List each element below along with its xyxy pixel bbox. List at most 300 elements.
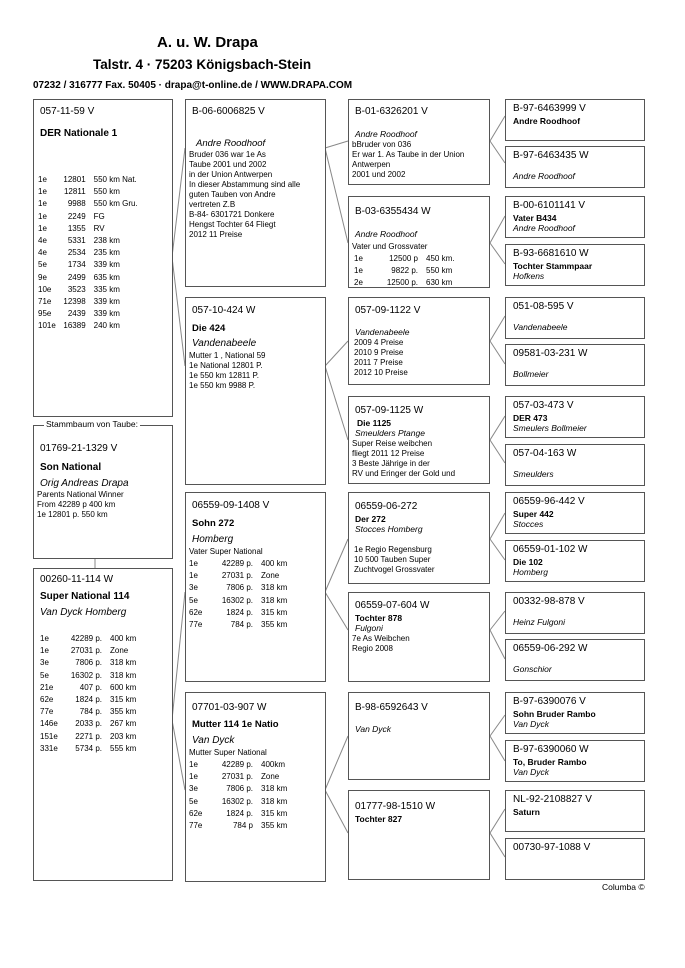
result-cell: 3e xyxy=(189,583,198,593)
breeder-box-ring: 01769-21-1329 V xyxy=(40,443,118,454)
col4-name: Die 102 xyxy=(513,557,543,567)
col3-b1-lines xyxy=(352,140,464,180)
text-line: 2001 und 2002 xyxy=(352,170,406,179)
result-cell: 1734 xyxy=(67,260,86,270)
result-cell: 1e xyxy=(40,646,49,656)
result-cell: 267 km xyxy=(110,719,137,729)
col2-b2-name: Die 424 xyxy=(192,323,226,334)
dam-main-breeder: Van Dyck Homberg xyxy=(40,607,127,618)
result-row xyxy=(40,695,160,705)
result-cell: 9988 xyxy=(67,199,86,209)
text-line: Antwerpen xyxy=(352,160,391,169)
result-cell: 1e xyxy=(38,199,47,209)
col3-box-5 xyxy=(348,492,490,584)
col4-ring: NL-92-2108827 V xyxy=(513,794,592,805)
result-cell: 1e xyxy=(38,175,47,184)
col2-b4-ring: 07701-03-907 W xyxy=(192,702,267,713)
subject-box xyxy=(33,99,173,417)
result-row xyxy=(38,321,170,331)
result-cell: Zone xyxy=(261,571,280,581)
text-line: In dieser Abstammung sind alle xyxy=(189,180,301,189)
col4-ring: 06559-06-292 W xyxy=(513,643,588,654)
result-cell: 355 km xyxy=(261,821,288,831)
col3-b6-ring: 06559-07-604 W xyxy=(355,600,430,611)
result-cell: Zone xyxy=(261,772,280,782)
col4-ring: 057-04-163 W xyxy=(513,448,577,459)
result-row xyxy=(189,559,311,569)
col3-b4-name: Die 1125 xyxy=(357,418,392,428)
col4-ring: B-97-6463999 V xyxy=(513,103,586,114)
text-line: 10 500 Tauben Super xyxy=(354,555,431,564)
result-cell: 203 km xyxy=(110,731,137,741)
result-cell: 1e xyxy=(38,223,47,233)
result-cell: 5e xyxy=(40,670,49,680)
result-cell: 550 km Nat. xyxy=(93,175,137,184)
result-cell: 315 km xyxy=(261,607,288,617)
result-cell: 784 p. xyxy=(230,620,253,630)
text-line: 2012 11 Preise xyxy=(189,230,243,239)
text-line: bBruder von 036 xyxy=(352,140,412,149)
col4-box xyxy=(505,692,645,734)
result-cell: 12500 p xyxy=(389,254,418,263)
result-cell: 3523 xyxy=(67,284,86,294)
result-cell: 16389 xyxy=(63,321,86,331)
result-cell: 5734 p. xyxy=(75,743,102,753)
text-line: vertreten Z.B xyxy=(189,200,236,209)
col4-name: Tochter Stammpaar xyxy=(513,261,593,271)
col2-b4-intro: Mutter Super National xyxy=(189,748,267,757)
result-row xyxy=(38,236,170,246)
result-cell: 7806 p. xyxy=(226,583,253,593)
result-cell: 10e xyxy=(38,284,52,294)
col4-breeder: Andre Roodhoof xyxy=(513,171,575,181)
result-cell: 1e xyxy=(40,634,49,643)
col4-box xyxy=(505,444,645,486)
result-cell: 335 km xyxy=(93,284,120,294)
result-cell: 400km xyxy=(261,760,286,769)
result-cell: 2534 xyxy=(67,248,86,258)
text-line: 1e Regio Regensburg xyxy=(354,545,432,554)
result-row xyxy=(40,707,160,717)
result-cell: 9e xyxy=(38,272,47,282)
subject-ring: 057-11-59 V xyxy=(40,106,95,117)
result-cell: 355 km xyxy=(261,620,288,630)
col3-b1-ring: B-01-6326201 V xyxy=(355,106,428,117)
result-cell: 630 km xyxy=(426,278,453,288)
text-line: fliegt 2011 12 Preise xyxy=(352,449,425,458)
col2-b3-ring: 06559-09-1408 V xyxy=(192,500,270,511)
col4-box xyxy=(505,492,645,534)
result-row xyxy=(189,809,311,819)
result-cell: 1824 p. xyxy=(75,695,102,705)
result-cell: 2033 p. xyxy=(75,719,102,729)
result-cell: 62e xyxy=(189,607,203,617)
result-row xyxy=(189,797,311,807)
result-cell: RV xyxy=(93,223,105,233)
col2-b3-intro: Vater Super National xyxy=(189,547,263,556)
col4-breeder: Smeulers Bollmeier xyxy=(513,423,587,433)
col3-box-3 xyxy=(348,297,490,385)
text-line: Regio 2008 xyxy=(352,644,393,653)
text-line: 3 Beste Jährige in der xyxy=(352,459,430,468)
text-line: Mutter 1 , National 59 xyxy=(189,351,266,360)
result-row xyxy=(189,571,311,581)
result-row xyxy=(189,772,311,782)
result-cell: 2271 p. xyxy=(75,731,102,741)
col4-breeder: Andre Roodhoof xyxy=(513,223,575,233)
col2-b2-lines xyxy=(189,351,265,391)
col4-name: DER 473 xyxy=(513,413,548,423)
result-cell: 7806 p. xyxy=(226,784,253,794)
result-cell: 5e xyxy=(189,595,198,605)
col3-b4-breeder: Smeulders Ptange xyxy=(355,428,425,438)
dam-main-box xyxy=(33,568,173,881)
result-cell: 315 km xyxy=(261,808,288,818)
result-cell: 2e xyxy=(354,278,363,288)
result-cell: 151e xyxy=(40,731,58,741)
result-row xyxy=(189,760,311,770)
col3-b2-intro: Vater und Grossvater xyxy=(352,242,428,251)
result-row xyxy=(354,266,476,276)
result-row xyxy=(38,187,170,197)
result-cell: 407 p. xyxy=(79,682,102,692)
result-cell: 318 km xyxy=(261,595,288,605)
result-cell: 146e xyxy=(40,719,58,729)
result-row xyxy=(40,744,160,754)
col3-b5-lines xyxy=(354,545,434,575)
result-cell: 318 km xyxy=(261,583,288,593)
result-cell: 550 km xyxy=(93,187,120,197)
result-cell: 784 p xyxy=(232,821,253,831)
result-row xyxy=(189,596,311,606)
col4-ring: 057-03-473 V xyxy=(513,400,574,411)
result-row xyxy=(354,254,476,264)
text-line: Super Reise weibchen xyxy=(352,439,433,448)
col3-b2-ring: B-03-6355434 W xyxy=(355,206,431,217)
breeder-name: A. u. W. Drapa xyxy=(157,34,258,51)
result-cell: 7806 p. xyxy=(75,658,102,668)
col4-box xyxy=(505,146,645,188)
col3-b5-name: Der 272 xyxy=(355,514,386,524)
col3-box-4 xyxy=(348,396,490,484)
result-cell: 16302 p. xyxy=(221,595,253,605)
result-cell: 101e xyxy=(38,321,56,331)
col4-box xyxy=(505,396,645,438)
col3-b8-ring: 01777-98-1510 W xyxy=(355,801,436,812)
text-line: guten Tauben von Andre xyxy=(189,190,276,199)
col4-breeder: Stocces xyxy=(513,519,544,529)
result-row xyxy=(189,620,311,630)
dam-main-ring: 00260-11-114 W xyxy=(40,574,114,585)
result-cell: 1e xyxy=(189,571,198,581)
text-line: Bruder 036 war 1e As xyxy=(189,150,266,159)
result-cell: 3e xyxy=(189,784,198,794)
result-cell: 27031 p. xyxy=(221,571,253,581)
breeder-box-breeder: Orig Andreas Drapa xyxy=(40,478,129,489)
result-cell: 240 km xyxy=(93,321,120,331)
subject-name: DER Nationale 1 xyxy=(40,128,118,139)
col4-ring: 00332-98-878 V xyxy=(513,596,585,607)
subject-results xyxy=(36,173,172,334)
result-cell: 2249 xyxy=(67,211,86,221)
col4-breeder: Hofkens xyxy=(513,271,545,281)
result-cell: 1e xyxy=(189,772,198,782)
col4-box xyxy=(505,740,645,782)
result-cell: 5e xyxy=(189,796,198,806)
result-cell: 5e xyxy=(38,260,47,270)
result-row xyxy=(38,212,170,222)
text-line: 2010 9 Preise xyxy=(354,348,404,357)
footer-columba: Columba © xyxy=(602,882,645,892)
result-cell: 77e xyxy=(40,707,54,717)
col3-b2-breeder: Andre Roodhoof xyxy=(355,229,417,239)
result-cell: 1e xyxy=(38,211,47,221)
result-row xyxy=(40,683,160,693)
breeder-contact: 07232 / 316777 Fax. 50405 · drapa@t-online.de / WWW.DRAPA.COM xyxy=(33,80,353,91)
col3-b5-breeder: Stocces Homberg xyxy=(355,524,423,534)
col3-b4-lines xyxy=(352,439,455,479)
result-row xyxy=(40,732,160,742)
result-cell: 16302 p. xyxy=(221,796,253,806)
result-cell: 4e xyxy=(38,236,47,246)
result-cell: 235 km xyxy=(93,248,120,258)
result-cell: 331e xyxy=(40,743,58,753)
result-cell: Zone xyxy=(110,646,129,656)
col3-b4-ring: 057-09-1125 W xyxy=(355,405,424,416)
col4-ring: 06559-96-442 V xyxy=(513,496,585,507)
result-cell: 600 km xyxy=(110,682,137,692)
result-cell: 2499 xyxy=(67,272,86,282)
text-line: 7e As Weibchen xyxy=(352,634,410,643)
col2-b4-results xyxy=(187,758,313,833)
result-cell: 400 km xyxy=(261,559,288,568)
breeder-box-name: Son National xyxy=(40,462,102,473)
result-row xyxy=(38,224,170,234)
col3-b7-breeder: Van Dyck xyxy=(355,724,392,734)
result-row xyxy=(38,297,170,307)
col2-b3-name: Sohn 272 xyxy=(192,518,235,529)
result-cell: 71e xyxy=(38,297,52,307)
result-cell: 62e xyxy=(40,695,54,705)
col2-box-4 xyxy=(185,692,326,882)
result-cell: 3e xyxy=(40,658,49,668)
result-cell: 550 km Gru. xyxy=(93,199,138,209)
result-row xyxy=(40,719,160,729)
col3-b6-name: Tochter 878 xyxy=(355,613,403,623)
text-line: 2011 7 Preise xyxy=(354,358,403,367)
result-cell: 27031 p. xyxy=(221,772,253,782)
text-line: B-84- 6301721 Donkere xyxy=(189,210,275,219)
text-line: 1e National 12801 P. xyxy=(189,361,263,370)
col3-b3-lines xyxy=(354,338,408,378)
result-cell: 12500 p. xyxy=(386,278,418,288)
text-line: 1e 550 km 9988 P. xyxy=(189,381,256,390)
col4-ring: 09581-03-231 W xyxy=(513,348,588,359)
col3-b6-breeder: Fulgoni xyxy=(355,623,383,633)
result-cell: 62e xyxy=(189,808,203,818)
result-row xyxy=(40,658,160,668)
result-row xyxy=(189,784,311,794)
result-row xyxy=(38,248,170,258)
col4-breeder: Homberg xyxy=(513,567,548,577)
text-line: in der Union Antwerpen xyxy=(189,170,273,179)
col4-name: Super 442 xyxy=(513,509,554,519)
col3-box-6 xyxy=(348,592,490,682)
result-cell: 77e xyxy=(189,620,203,630)
col2-b1-breeder: Andre Roodhoof xyxy=(196,138,266,149)
result-row xyxy=(40,671,160,681)
col4-box xyxy=(505,790,645,832)
result-row xyxy=(40,634,160,644)
col4-ring: 051-08-595 V xyxy=(513,301,574,312)
col4-box xyxy=(505,196,645,238)
col2-b4-breeder: Van Dyck xyxy=(192,735,235,746)
result-cell: 355 km xyxy=(110,707,137,717)
col4-ring: B-00-6101141 V xyxy=(513,200,586,211)
col4-breeder: Bollmeier xyxy=(513,369,549,379)
result-row xyxy=(38,273,170,283)
result-cell: 550 km xyxy=(426,266,453,276)
result-cell: 12398 xyxy=(63,297,86,307)
result-row xyxy=(38,285,170,295)
breeder-box-line-1: Parents National Winner xyxy=(37,490,124,499)
col4-ring: B-97-6463435 W xyxy=(513,150,589,161)
result-cell: 1e xyxy=(189,559,198,568)
result-cell: 318 km xyxy=(110,670,137,680)
result-cell: 42289 p. xyxy=(70,634,102,643)
col3-b8-name: Tochter 827 xyxy=(355,814,403,824)
col4-breeder: Van Dyck xyxy=(513,719,550,729)
result-cell: 9822 p. xyxy=(391,266,418,276)
stammbaum-box xyxy=(33,419,173,559)
result-cell: 1355 xyxy=(67,223,86,233)
result-cell: 42289 p. xyxy=(221,760,253,769)
result-row xyxy=(38,175,170,185)
result-cell: 21e xyxy=(40,682,54,692)
col2-b2-breeder: Vandenabeele xyxy=(192,338,257,349)
col2-b1-lines xyxy=(189,150,300,240)
result-cell: 42289 p. xyxy=(221,559,253,568)
result-cell: 315 km xyxy=(110,695,137,705)
col4-breeder: Vandenabeele xyxy=(513,322,568,332)
result-row xyxy=(189,821,311,831)
col2-box-3 xyxy=(185,492,326,682)
result-cell: 318 km xyxy=(261,784,288,794)
breeder-box-line-2: From 42289 p 400 km xyxy=(37,500,116,509)
result-cell: 339 km xyxy=(93,309,120,319)
breeder-address: Talstr. 4 · 75203 Königsbach-Stein xyxy=(93,57,312,72)
result-cell: 12801 xyxy=(63,175,86,184)
result-cell: 238 km xyxy=(93,236,120,246)
result-cell: 12811 xyxy=(63,187,86,197)
col4-ring: B-97-6390076 V xyxy=(513,696,586,707)
col3-b1-breeder: Andre Roodhoof xyxy=(355,129,417,139)
text-line: Hengst Tochter 64 Fliegt xyxy=(189,220,276,229)
result-row xyxy=(189,608,311,618)
result-cell: 27031 p. xyxy=(70,646,102,656)
col4-name: Vater B434 xyxy=(513,213,557,223)
col4-box xyxy=(505,639,645,681)
col2-b1-ring: B-06-6006825 V xyxy=(192,106,265,117)
text-line: Taube 2001 und 2002 xyxy=(189,160,267,169)
col4-breeder: Smeulders xyxy=(513,469,554,479)
result-row xyxy=(354,278,476,288)
col4-box xyxy=(505,244,645,286)
text-line: RV und Eringer der Gold und xyxy=(352,469,456,478)
col4-name: Andre Roodhoof xyxy=(513,116,581,126)
text-line: 2009 4 Preise xyxy=(354,338,404,347)
col4-breeder: Heinz Fulgoni xyxy=(513,617,565,627)
col2-b3-results xyxy=(187,557,313,632)
result-cell: 2439 xyxy=(67,309,86,319)
result-cell: 555 km xyxy=(110,743,137,753)
breeder-box-line-3: 1e 12801 p. 550 km xyxy=(37,510,108,519)
col4-ring: 00730-97-1088 V xyxy=(513,842,591,853)
result-row xyxy=(38,309,170,319)
result-cell: 4e xyxy=(38,248,47,258)
dam-main-name: Super National 114 xyxy=(40,591,130,602)
col4-ring: 06559-01-102 W xyxy=(513,544,588,555)
dam-main-results xyxy=(38,632,162,756)
result-row xyxy=(40,646,160,656)
col3-b2-results xyxy=(352,252,478,291)
col2-b4-name: Mutter 114 1e Natio xyxy=(192,719,279,730)
col4-breeder: Van Dyck xyxy=(513,767,550,777)
result-cell: 318 km xyxy=(261,796,288,806)
text-line: 1e 550 km 12811 P. xyxy=(189,371,259,380)
col2-b3-breeder: Homberg xyxy=(192,534,234,545)
col2-b2-ring: 057-10-424 W xyxy=(192,305,256,316)
col4-name: To, Bruder Rambo xyxy=(513,757,587,767)
col4-box xyxy=(505,344,645,386)
result-cell: 1824 p. xyxy=(226,808,253,818)
result-cell: 318 km xyxy=(110,658,137,668)
col4-breeder: Gonschior xyxy=(513,664,552,674)
col3-b3-ring: 057-09-1122 V xyxy=(355,305,421,316)
col4-box xyxy=(505,297,645,339)
result-row xyxy=(38,260,170,270)
result-cell: 450 km. xyxy=(426,254,455,263)
result-cell: 16302 p. xyxy=(70,670,102,680)
result-cell: 1e xyxy=(189,760,198,769)
result-cell: 95e xyxy=(38,309,52,319)
result-cell: 5331 xyxy=(67,236,86,246)
stammbaum-label: Stammbaum von Taube: xyxy=(46,419,138,429)
result-row xyxy=(38,199,170,209)
col3-box-2 xyxy=(348,196,490,288)
text-line: Er war 1. As Taube in der Union xyxy=(352,150,465,159)
col4-ring: B-93-6681610 W xyxy=(513,248,589,259)
result-cell: 784 p. xyxy=(79,707,102,717)
text-line: 2012 10 Preise xyxy=(354,368,408,377)
col3-b5-ring: 06559-06-272 xyxy=(355,501,418,512)
result-cell: FG xyxy=(93,211,105,221)
col3-box-7 xyxy=(348,692,490,780)
col4-name: Saturn xyxy=(513,807,540,817)
result-cell: 1e xyxy=(354,254,363,263)
result-cell: 1e xyxy=(38,187,47,197)
col3-b7-ring: B-98-6592643 V xyxy=(355,702,428,713)
col4-ring: B-97-6390060 W xyxy=(513,744,589,755)
result-cell: 339 km xyxy=(93,260,120,270)
result-cell: 400 km xyxy=(110,634,137,643)
col4-box xyxy=(505,592,645,634)
text-line: Zuchtvogel Grossvater xyxy=(354,565,435,574)
result-cell: 1e xyxy=(354,266,363,276)
result-cell: 77e xyxy=(189,821,203,831)
col3-b3-breeder: Vandenabeele xyxy=(355,327,410,337)
result-cell: 339 km xyxy=(93,297,120,307)
